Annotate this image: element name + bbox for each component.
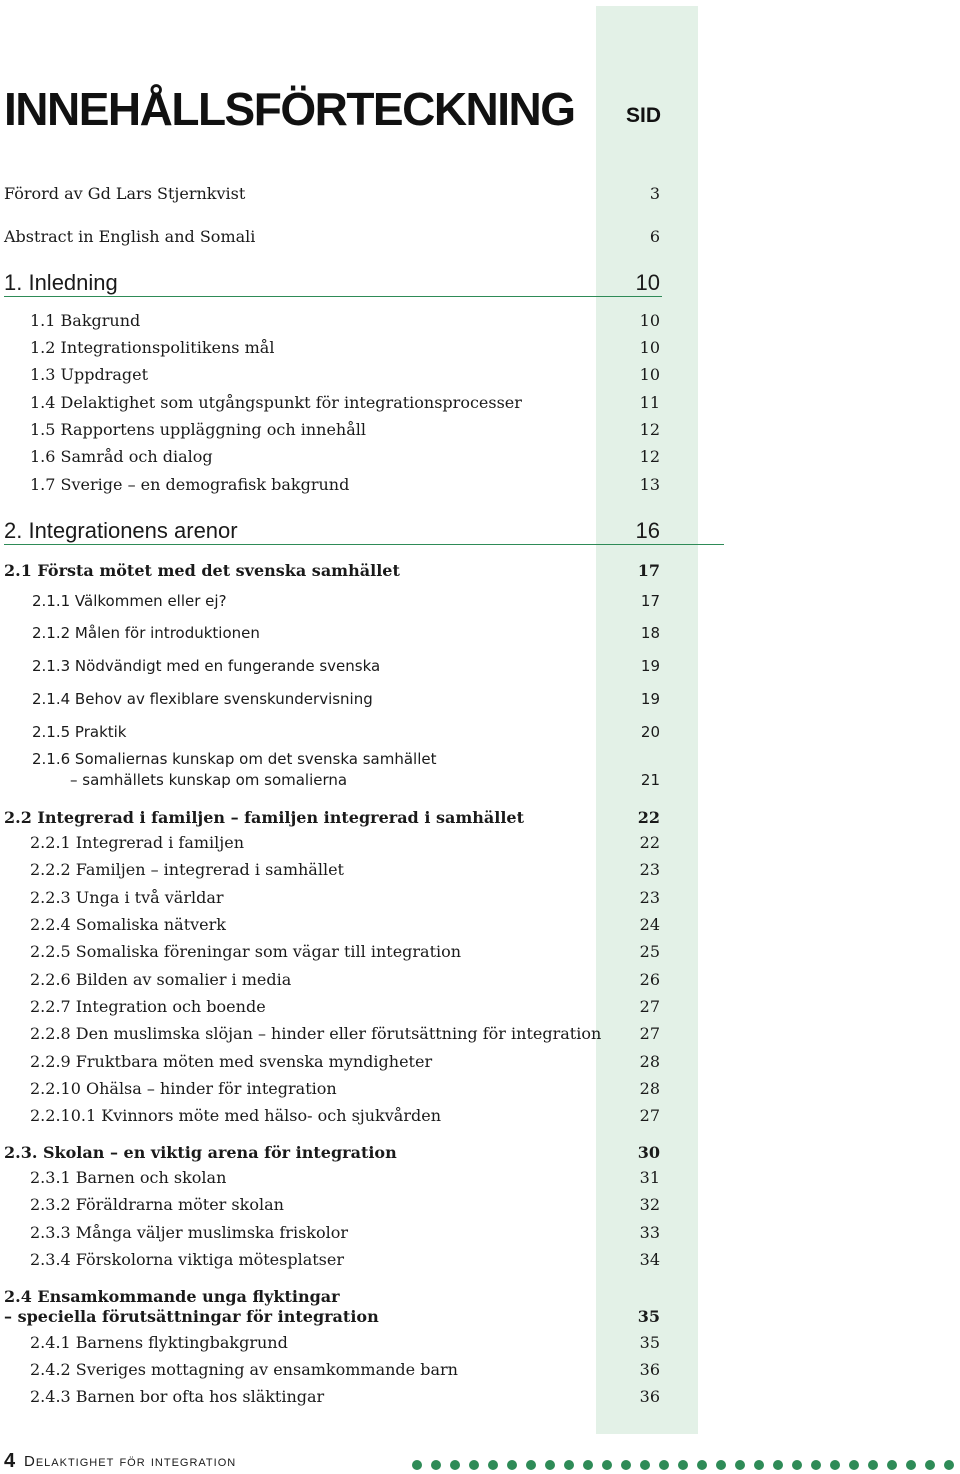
toc-entry-label: 2.2.6 Bilden av somalier i media <box>30 970 292 989</box>
footer-dot <box>545 1460 555 1470</box>
toc-entry-page: 10 <box>639 338 660 357</box>
page-number-column-band <box>596 6 698 1434</box>
toc-entry-page: 25 <box>639 942 660 961</box>
toc-entry-label: 1.5 Rapportens uppläggning och innehåll <box>30 420 366 439</box>
toc-entry-label: 1.6 Samråd och dialog <box>30 447 213 466</box>
toc-entry-label: 2.2.7 Integration och boende <box>30 997 266 1016</box>
section-page: 22 <box>637 808 660 827</box>
chapter-page: 16 <box>635 518 660 543</box>
footer-dot <box>754 1460 764 1470</box>
toc-entry[interactable] <box>0 311 662 333</box>
footer-dot <box>887 1460 897 1470</box>
footer-dot <box>678 1460 688 1470</box>
toc-entry-page: 12 <box>639 447 660 466</box>
toc-entry[interactable] <box>0 942 662 964</box>
footer-dot <box>811 1460 821 1470</box>
toc-entry-page: 33 <box>639 1223 660 1242</box>
toc-entry[interactable] <box>0 1052 662 1074</box>
toc-entry-label: 2.4.3 Barnen bor ofta hos släktingar <box>30 1387 325 1406</box>
toc-entry-label: 1.7 Sverige – en demografisk bakgrund <box>30 475 350 494</box>
toc-entry-label: 2.1.4 Behov av flexiblare svenskundervisning <box>32 690 373 708</box>
toc-entry-page: 19 <box>640 690 660 708</box>
section-title: 2.3. Skolan – en viktig arena för integration <box>4 1143 397 1162</box>
footer-dot <box>488 1460 498 1470</box>
chapter-divider <box>4 296 662 297</box>
toc-entry-page: 23 <box>639 860 660 879</box>
footer-dot <box>792 1460 802 1470</box>
toc-entry[interactable] <box>0 915 662 937</box>
chapter-divider <box>4 544 724 545</box>
toc-entry[interactable] <box>0 338 662 360</box>
footer-dot <box>469 1460 479 1470</box>
footer-dot <box>735 1460 745 1470</box>
footer-dot-rule <box>412 1460 960 1472</box>
toc-entry[interactable] <box>0 888 662 910</box>
section-title: 2.4 Ensamkommande unga flyktingar <box>4 1287 340 1306</box>
toc-entry-page: 36 <box>639 1387 660 1406</box>
footer-dot <box>830 1460 840 1470</box>
toc-entry-page: 28 <box>639 1079 660 1098</box>
toc-entry-page: 13 <box>639 475 660 494</box>
toc-entry-page: 23 <box>639 888 660 907</box>
toc-entry-label-continued: – samhällets kunskap om somalierna <box>70 771 348 789</box>
toc-entry-label: Förord av Gd Lars Stjernkvist <box>4 184 246 203</box>
toc-title: INNEHÅLLSFÖRTECKNING <box>4 83 575 135</box>
toc-entry-label: 2.2.3 Unga i två världar <box>30 888 224 907</box>
footer-dot <box>849 1460 859 1470</box>
toc-entry[interactable] <box>0 997 662 1019</box>
toc-entry-page: 35 <box>639 1333 660 1352</box>
toc-entry-label: 2.4.2 Sveriges mottagning av ensamkommande barn <box>30 1360 458 1379</box>
toc-entry-page: 10 <box>639 365 660 384</box>
section-page: 17 <box>637 561 660 580</box>
footer-dot <box>621 1460 631 1470</box>
toc-entry[interactable] <box>0 1360 662 1382</box>
toc-entry[interactable] <box>0 365 662 387</box>
toc-entry[interactable] <box>0 1195 662 1217</box>
toc-entry-page: 31 <box>639 1168 660 1187</box>
toc-entry-label: 2.2.4 Somaliska nätverk <box>30 915 226 934</box>
toc-entry[interactable] <box>0 833 662 855</box>
toc-entry-page: 21 <box>640 771 660 789</box>
toc-entry-page: 17 <box>640 592 660 610</box>
toc-entry-page: 22 <box>639 833 660 852</box>
toc-entry-label: 2.1.1 Välkommen eller ej? <box>32 592 227 610</box>
footer-dot <box>450 1460 460 1470</box>
footer-dot <box>602 1460 612 1470</box>
toc-entry-page: 27 <box>639 1024 660 1043</box>
chapter-title: 1. Inledning <box>4 270 118 295</box>
toc-entry-label: 2.4.1 Barnens flyktingbakgrund <box>30 1333 288 1352</box>
footer-dot <box>431 1460 441 1470</box>
toc-entry[interactable] <box>0 1024 662 1046</box>
section-title-continued: – speciella förutsättningar för integration <box>4 1307 379 1326</box>
footer-publication-title: Delaktighet för integration <box>24 1453 237 1470</box>
toc-entry-label: 2.2.9 Fruktbara möten med svenska myndigheter <box>30 1052 433 1071</box>
page-column-heading: SID <box>626 104 662 127</box>
toc-entry-two-line[interactable] <box>0 750 662 794</box>
toc-entry-page: 32 <box>639 1195 660 1214</box>
toc-entry-page: 11 <box>639 393 660 412</box>
footer-dot <box>583 1460 593 1470</box>
toc-entry-page: 19 <box>640 657 660 675</box>
footer-dot <box>716 1460 726 1470</box>
footer-dot <box>659 1460 669 1470</box>
toc-entry-label: 2.2.5 Somaliska föreningar som vägar till integration <box>30 942 462 961</box>
toc-entry[interactable] <box>0 860 662 882</box>
toc-entry[interactable] <box>0 1106 662 1128</box>
toc-entry[interactable] <box>0 1333 662 1355</box>
section-page: 35 <box>637 1307 660 1326</box>
toc-entry-label: 2.2.8 Den muslimska slöjan – hinder eller förutsättning för integration <box>30 1024 602 1043</box>
footer-dot <box>507 1460 517 1470</box>
toc-entry-label: 1.2 Integrationspolitikens mål <box>30 338 275 357</box>
toc-entry-label: 2.1.6 Somaliernas kunskap om det svenska samhället <box>32 750 437 768</box>
toc-section-2-1[interactable] <box>0 561 662 583</box>
toc-entry-page: 27 <box>639 1106 660 1125</box>
footer-dot <box>640 1460 650 1470</box>
toc-entry-label: 2.3.4 Förskolorna viktiga mötesplatser <box>30 1250 345 1269</box>
toc-entry[interactable] <box>0 420 662 442</box>
toc-entry[interactable] <box>0 1168 662 1190</box>
toc-entry-page: 3 <box>649 184 660 203</box>
toc-entry-page: 27 <box>639 997 660 1016</box>
toc-entry-label: 2.3.2 Föräldrarna möter skolan <box>30 1195 284 1214</box>
footer-dot <box>773 1460 783 1470</box>
toc-section-2-3[interactable] <box>0 1143 662 1165</box>
toc-entry[interactable] <box>0 447 662 469</box>
toc-entry-label: Abstract in English and Somali <box>4 227 256 246</box>
footer-page-number: 4 <box>4 1450 16 1472</box>
footer-dot <box>925 1460 935 1470</box>
footer-dot <box>868 1460 878 1470</box>
toc-entry-page: 24 <box>639 915 660 934</box>
toc-entry-abstract[interactable] <box>0 227 662 249</box>
chapter-page: 10 <box>635 270 660 295</box>
toc-entry-label: 2.1.5 Praktik <box>32 723 127 741</box>
footer-dot <box>697 1460 707 1470</box>
toc-entry-label: 2.2.2 Familjen – integrerad i samhället <box>30 860 344 879</box>
section-title: 2.1 Första mötet med det svenska samhället <box>4 561 400 580</box>
footer-dot <box>906 1460 916 1470</box>
toc-entry-page: 10 <box>639 311 660 330</box>
toc-entry[interactable] <box>0 690 662 712</box>
footer-dot <box>526 1460 536 1470</box>
toc-entry[interactable] <box>0 475 662 497</box>
toc-entry-page: 26 <box>639 970 660 989</box>
footer-dot <box>564 1460 574 1470</box>
footer-dot <box>944 1460 954 1470</box>
toc-entry-page: 20 <box>640 723 660 741</box>
section-page: 30 <box>637 1143 660 1162</box>
toc-entry[interactable] <box>0 624 662 646</box>
toc-section-2-2[interactable] <box>0 808 662 830</box>
toc-entry-page: 36 <box>639 1360 660 1379</box>
toc-entry[interactable] <box>0 1387 662 1409</box>
toc-entry-page: 28 <box>639 1052 660 1071</box>
toc-entry-label: 2.2.10.1 Kvinnors möte med hälso- och sjukvården <box>30 1106 441 1125</box>
toc-entry[interactable] <box>0 592 662 614</box>
toc-entry-label: 2.1.2 Målen för introduktionen <box>32 624 260 642</box>
toc-entry-page: 18 <box>640 624 660 642</box>
toc-entry-page: 12 <box>639 420 660 439</box>
toc-entry-label: 1.4 Delaktighet som utgångspunkt för integrationsprocesser <box>30 393 522 412</box>
toc-entry-label: 1.3 Uppdraget <box>30 365 149 384</box>
section-title: 2.2 Integrerad i familjen – familjen integrerad i samhället <box>4 808 524 827</box>
footer-dot <box>412 1460 422 1470</box>
toc-entry-label: 2.3.1 Barnen och skolan <box>30 1168 227 1187</box>
toc-entry[interactable] <box>0 1250 662 1272</box>
toc-entry-label: 2.3.3 Många väljer muslimska friskolor <box>30 1223 348 1242</box>
toc-section-2-4[interactable] <box>0 1287 662 1331</box>
toc-entry[interactable] <box>0 1079 662 1101</box>
toc-entry-label: 2.2.1 Integrerad i familjen <box>30 833 244 852</box>
toc-entry-page: 6 <box>649 227 660 246</box>
toc-entry-foreword[interactable] <box>0 184 662 206</box>
toc-entry-page: 34 <box>639 1250 660 1269</box>
chapter-title: 2. Integrationens arenor <box>4 518 238 543</box>
toc-entry-label: 1.1 Bakgrund <box>30 311 141 330</box>
toc-entry[interactable] <box>0 970 662 992</box>
toc-entry-label: 2.1.3 Nödvändigt med en fungerande svenska <box>32 657 381 675</box>
toc-entry[interactable] <box>0 657 662 679</box>
toc-entry-label: 2.2.10 Ohälsa – hinder för integration <box>30 1079 337 1098</box>
toc-entry[interactable] <box>0 723 662 745</box>
toc-entry[interactable] <box>0 393 662 415</box>
toc-entry[interactable] <box>0 1223 662 1245</box>
